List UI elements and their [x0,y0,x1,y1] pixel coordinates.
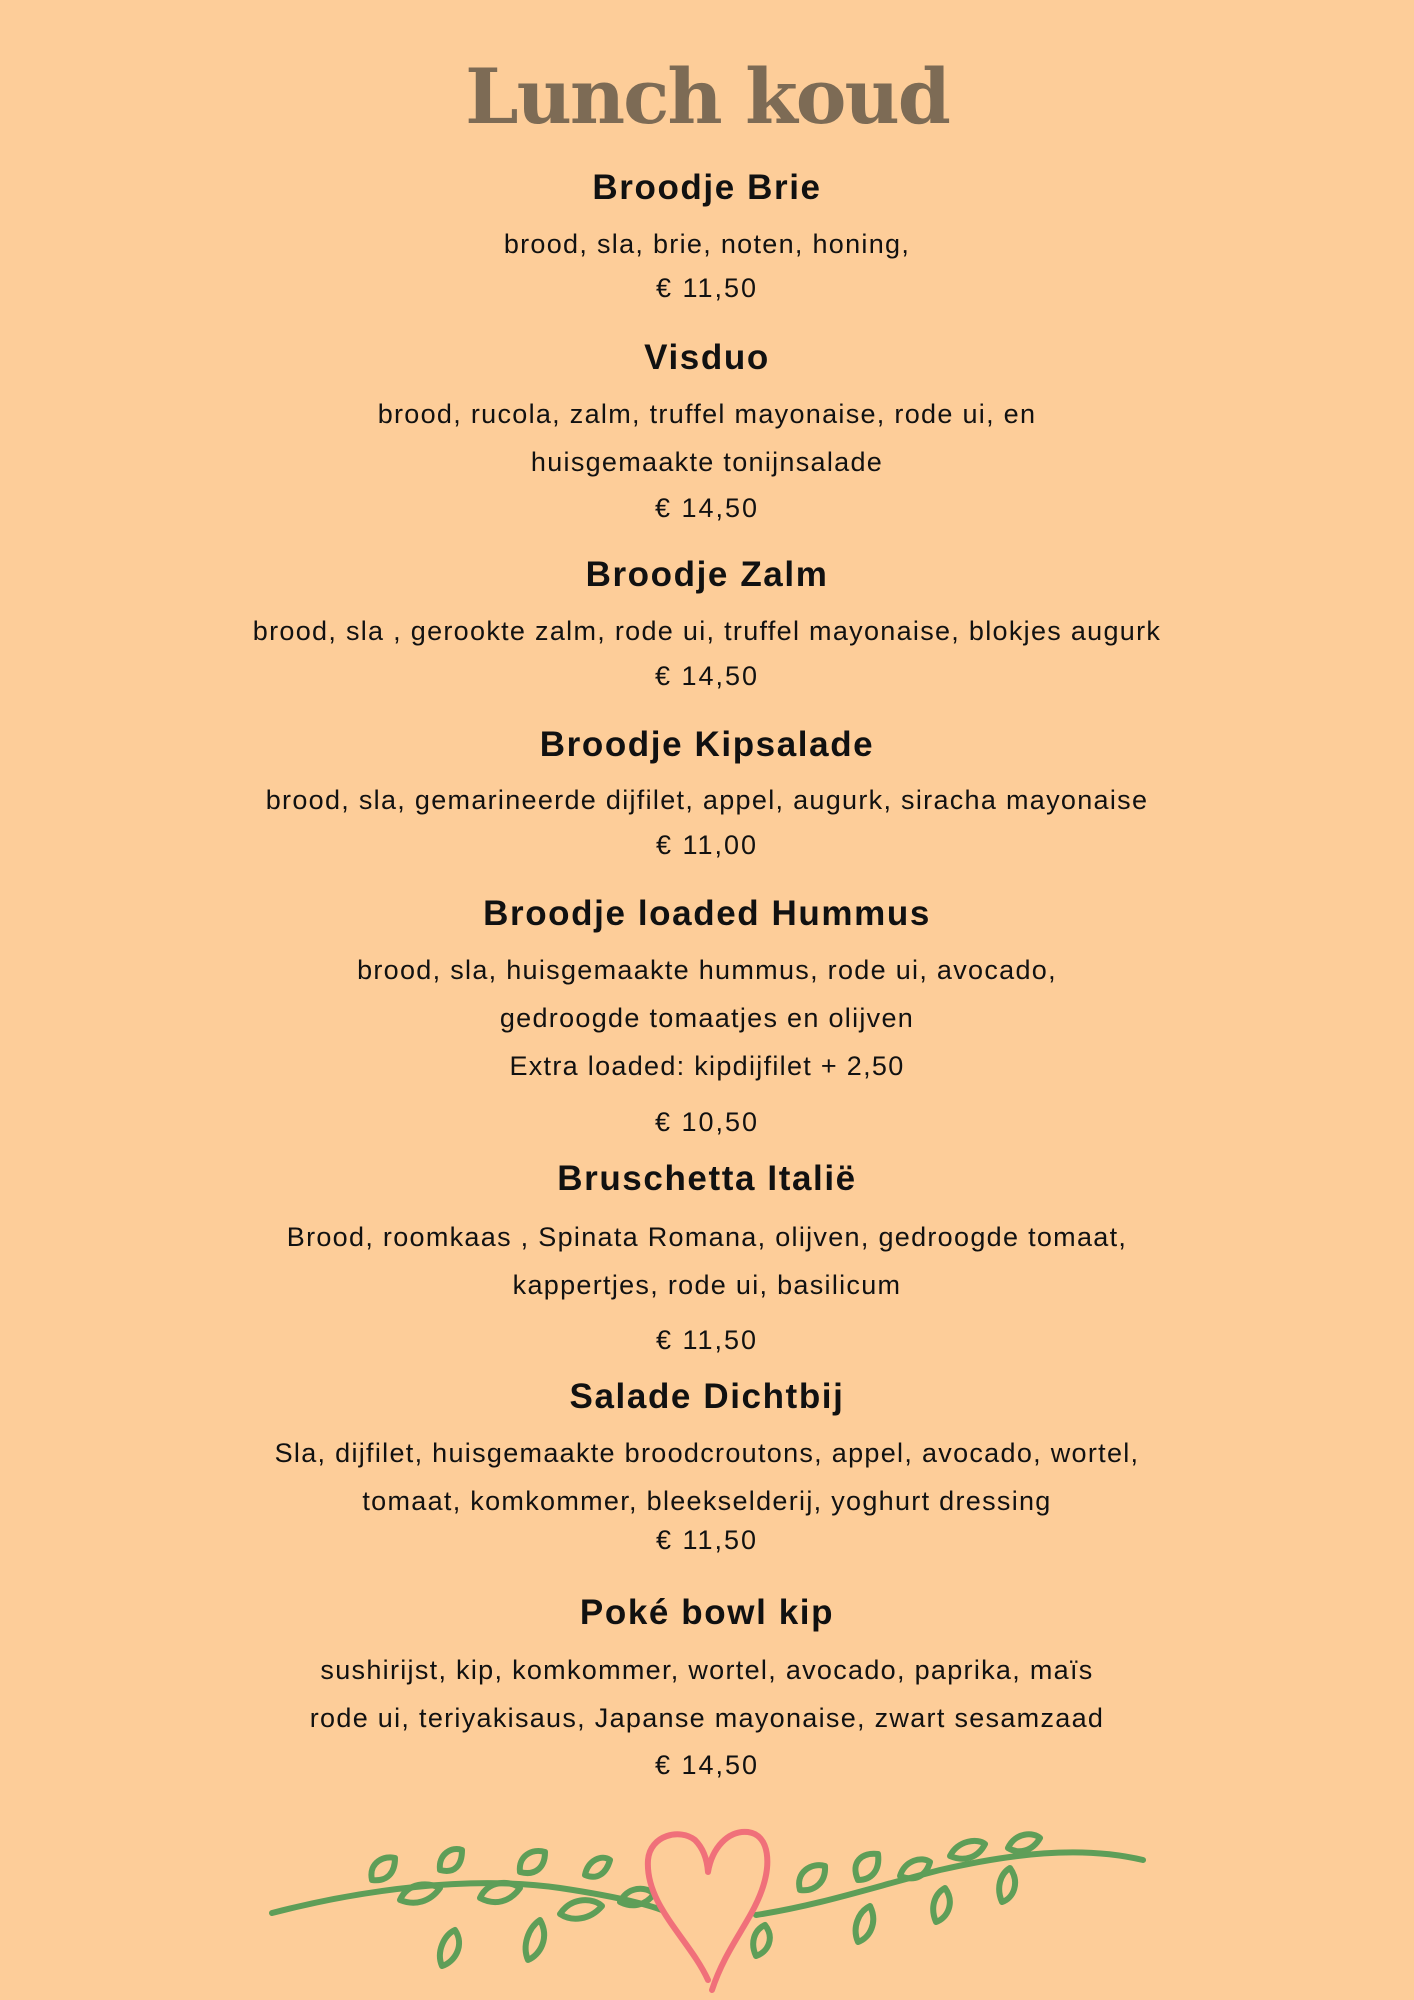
item-description: brood, sla, huisgemaakte hummus, rode ui, avocado, [357,955,1057,985]
item-description: sushirijst, kip, komkommer, wortel, avocado, paprika, maïs [320,1655,1094,1685]
heart-icon [648,1832,767,1990]
item-name: Salade Dichtbij [569,1377,845,1416]
item-description: Brood, roomkaas , Spinata Romana, olijven, gedroogde tomaat, [286,1222,1128,1252]
item-price: € 14,50 [654,493,760,523]
item-name: Visduo [644,338,770,377]
right-vine-icon [753,1834,1143,1956]
item-name: Broodje Zalm [585,555,829,594]
item-name: Broodje loaded Hummus [483,894,931,933]
item-price: € 14,50 [654,661,760,691]
item-description: gedroogde tomaatjes en olijven [499,1003,915,1033]
item-price: € 11,50 [655,1325,759,1355]
item-description: Sla, dijfilet, huisgemaakte broodcroutons, appel, avocado, wortel, [274,1438,1140,1468]
item-price: € 11,50 [655,1525,759,1555]
item-name: Poké bowl kip [579,1593,835,1632]
item-description: brood, rucola, zalm, truffel mayonaise, rode ui, en [377,399,1037,429]
left-vine-icon [272,1849,662,1966]
heart-with-vines-icon [0,1810,1414,2000]
item-price: € 10,50 [654,1107,760,1137]
item-description: brood, sla, gemarineerde dijfilet, appel, augurk, siracha mayonaise [265,785,1149,815]
item-name: Broodje Brie [592,168,822,207]
item-price: € 11,00 [655,830,759,860]
item-description: brood, sla, brie, noten, honing, [503,229,911,259]
item-description: brood, sla , gerookte zalm, rode ui, truffel mayonaise, blokjes augurk [252,616,1162,646]
item-description: kappertjes, rode ui, basilicum [512,1270,902,1300]
item-price: € 11,50 [655,273,759,303]
item-name: Bruschetta Italië [557,1159,857,1198]
item-description: Extra loaded: kipdijfilet + 2,50 [509,1051,905,1081]
item-description: huisgemaakte tonijnsalade [530,447,884,477]
page-title: Lunch koud [465,52,949,141]
item-name: Broodje Kipsalade [539,725,875,764]
item-description: rode ui, teriyakisaus, Japanse mayonaise, zwart sesamzaad [309,1703,1105,1733]
item-price: € 14,50 [654,1750,760,1780]
item-description: tomaat, komkommer, bleekselderij, yoghurt dressing [362,1486,1052,1516]
